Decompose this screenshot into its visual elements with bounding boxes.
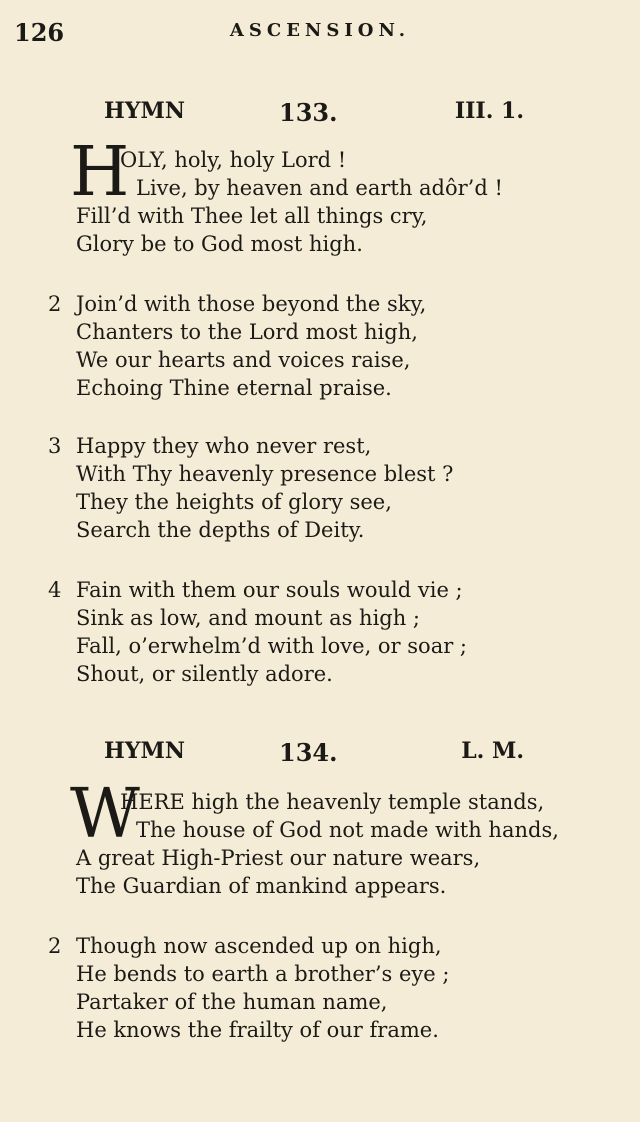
drop-cap: H [70,133,130,212]
verse-number: 3 [48,434,62,458]
hymn-133-verse-3 [48,432,628,544]
hymn-meter: III. 1. [454,98,524,124]
verse-line: Search the depths of Deity. [76,518,365,542]
hymn-133-verse-4 [48,576,628,688]
hymn-133-heading [104,98,524,134]
verse-line: Chanters to the Lord most high, [76,320,418,344]
hymn-134-verse-1 [48,775,628,900]
verse-line: Echoing Thine eternal praise. [76,376,392,400]
verse-line: He bends to earth a brother’s eye ; [76,962,450,986]
hymn-meter: L. M. [461,738,524,764]
verse-line: Join’d with those beyond the sky, [76,292,427,316]
hymn-number: 134. [279,738,338,767]
verse-number: 2 [48,934,62,958]
verse-number: 4 [48,578,62,602]
hymn-label: HYMN [104,98,185,124]
verse-line: Live, by heaven and earth adôr’d ! [136,176,503,200]
verse-line: Fall, o’erwhelm’d with love, or soar ; [76,634,468,658]
verse-number: 2 [48,292,62,316]
drop-cap: W [70,775,140,854]
verse-line: HERE high the heavenly temple stands, [120,790,545,814]
verse-line: They the heights of glory see, [76,490,392,514]
hymn-134-heading [104,738,524,774]
hymn-133-verse-2 [48,290,628,402]
verse-line: The Guardian of mankind appears. [76,874,447,898]
verse-line: With Thy heavenly presence blest ? [76,462,454,486]
hymn-label: HYMN [104,738,185,764]
verse-line: Fain with them our souls would vie ; [76,578,463,602]
verse-line: Glory be to God most high. [76,232,363,256]
verse-line: Fill’d with Thee let all things cry, [76,204,428,228]
verse-line: Sink as low, and mount as high ; [76,606,421,630]
verse-line: Happy they who never rest, [76,434,372,458]
verse-line: Though now ascended up on high, [76,934,442,958]
verse-line: A great High-Priest our nature wears, [76,846,481,870]
hymn-number: 133. [279,98,338,127]
hymn-134-verse-2 [48,932,628,1044]
verse-line: OLY, holy, holy Lord ! [120,148,347,172]
page-number: 126 [14,18,65,47]
verse-line: We our hearts and voices raise, [76,348,411,372]
section-title: ASCENSION. [229,20,411,41]
verse-line: Shout, or silently adore. [76,662,333,686]
running-head [14,18,626,48]
hymn-133-verse-1 [48,133,628,258]
verse-line: Partaker of the human name, [76,990,388,1014]
verse-line: The house of God not made with hands, [136,818,559,842]
verse-line: He knows the frailty of our frame. [76,1018,439,1042]
